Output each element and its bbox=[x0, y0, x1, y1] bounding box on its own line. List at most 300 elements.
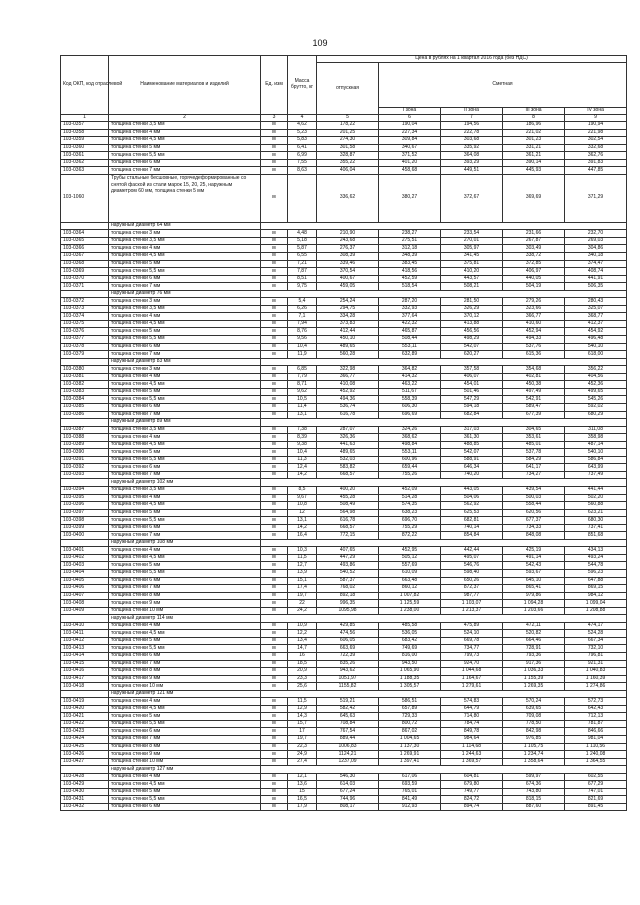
section-code-cell bbox=[61, 479, 109, 487]
zone-price: 669,78 bbox=[441, 637, 503, 645]
zone-price: 458,68 bbox=[379, 167, 441, 175]
item-unit: м bbox=[261, 728, 288, 736]
item-name: толщина стенки 4,5 мм bbox=[109, 630, 261, 638]
zone-price: 943,50 bbox=[379, 660, 441, 668]
table-row bbox=[61, 471, 627, 479]
item-name: толщина стенки 7 мм bbox=[109, 167, 261, 175]
zone-price: 737,49 bbox=[565, 471, 627, 479]
item-code: 103-0360 bbox=[61, 144, 109, 152]
zone-price: 326,29 bbox=[441, 305, 503, 313]
zone-price: 454,92 bbox=[565, 328, 627, 336]
zone-price: 620,27 bbox=[441, 351, 503, 359]
item-code: 103-0412 bbox=[61, 637, 109, 645]
item-mass: 14,7 bbox=[288, 645, 317, 653]
zone-price: 439,54 bbox=[503, 486, 565, 494]
release-price: 1237,09 bbox=[317, 758, 379, 766]
zone-price: 371,52 bbox=[379, 152, 441, 160]
zone-price: 1 188,35 bbox=[379, 675, 441, 683]
zone-price: 696,69 bbox=[379, 411, 441, 419]
section-row bbox=[61, 766, 627, 774]
item-code: 103-0397 bbox=[61, 509, 109, 517]
release-price: 355,22 bbox=[317, 159, 379, 167]
item-code: 103-0366 bbox=[61, 245, 109, 253]
zone-price: 267,87 bbox=[503, 237, 565, 245]
section-label: наружный диаметр 83 мм bbox=[109, 358, 261, 366]
zone-price: 1 234,74 bbox=[503, 751, 565, 759]
zone-price: 537,76 bbox=[503, 343, 565, 351]
zone-price: 186,96 bbox=[503, 122, 565, 130]
item-name: толщина стенки 4,5 мм bbox=[109, 381, 261, 389]
zone-price: 638,23 bbox=[379, 509, 441, 517]
item-name: толщина стенки 7 мм bbox=[109, 736, 261, 744]
release-price: 1155,82 bbox=[317, 683, 379, 691]
zone-price: 414,32 bbox=[379, 373, 441, 381]
release-price: 334,28 bbox=[317, 313, 379, 321]
item-name: толщина стенки 5,5 мм bbox=[109, 268, 261, 276]
zone-price: 598,40 bbox=[441, 569, 503, 577]
zone-price: 589,47 bbox=[503, 403, 565, 411]
zone-price: 485,58 bbox=[379, 622, 441, 630]
item-unit: м bbox=[261, 743, 288, 751]
zone-price: 547,29 bbox=[441, 396, 503, 404]
item-unit: м bbox=[261, 230, 288, 238]
table-row bbox=[61, 336, 627, 344]
table-row bbox=[61, 167, 627, 175]
zone-price: 537,78 bbox=[503, 449, 565, 457]
table-row bbox=[61, 426, 627, 434]
section-label: наружный диаметр 64 мм bbox=[109, 222, 261, 230]
release-price: 373,83 bbox=[317, 320, 379, 328]
release-price: 532,03 bbox=[317, 456, 379, 464]
release-price: 178,22 bbox=[317, 122, 379, 130]
item-name: толщина стенки 8 мм bbox=[109, 592, 261, 600]
zone-price: 642,43 bbox=[565, 705, 627, 713]
item-name: толщина стенки 7 мм bbox=[109, 660, 261, 668]
item-mass: 8,76 bbox=[288, 328, 317, 336]
release-price: 645,63 bbox=[317, 713, 379, 721]
item-mass: 10,4 bbox=[288, 343, 317, 351]
release-price: 835,26 bbox=[317, 660, 379, 668]
header-price-group: Цена в рублях на 1 квартал 2016 года (без НДС) bbox=[317, 56, 627, 63]
zone-price: 361,30 bbox=[441, 434, 503, 442]
item-mass: 19,7 bbox=[288, 736, 317, 744]
column-number: 5 bbox=[317, 115, 379, 122]
item-unit: м bbox=[261, 585, 288, 593]
item-name: толщина стенки 6 мм bbox=[109, 524, 261, 532]
item-mass: 24,9 bbox=[288, 751, 317, 759]
item-mass: 13,1 bbox=[288, 517, 317, 525]
item-name: толщина стенки 7 мм bbox=[109, 283, 261, 291]
section-empty-cell bbox=[261, 615, 627, 623]
zone-price: 643,99 bbox=[565, 464, 627, 472]
item-unit: м bbox=[261, 441, 288, 449]
table-row bbox=[61, 144, 627, 152]
zone-price: 348,39 bbox=[379, 253, 441, 261]
item-code: 103-0409 bbox=[61, 607, 109, 615]
zone-price: 311,08 bbox=[565, 426, 627, 434]
item-code: 103-0390 bbox=[61, 449, 109, 457]
release-price: 546,30 bbox=[317, 773, 379, 781]
zone-price: 358,98 bbox=[565, 434, 627, 442]
item-name: толщина стенки 5 мм bbox=[109, 509, 261, 517]
zone-price: 755,29 bbox=[379, 524, 441, 532]
zone-price: 664,46 bbox=[503, 637, 565, 645]
item-unit: м bbox=[261, 328, 288, 336]
zone-price: 755,26 bbox=[379, 471, 441, 479]
release-price: 708,84 bbox=[317, 720, 379, 728]
zone-price: 1 364,55 bbox=[565, 758, 627, 766]
zone-price: 498,29 bbox=[441, 336, 503, 344]
zone-price: 412,37 bbox=[565, 320, 627, 328]
item-unit: м bbox=[261, 464, 288, 472]
item-name: толщина стенки 6 мм bbox=[109, 464, 261, 472]
item-unit: м bbox=[261, 517, 288, 525]
zone-price: 508,44 bbox=[379, 336, 441, 344]
item-name: толщина стенки 3 мм bbox=[109, 366, 261, 374]
zone-price: 304,86 bbox=[565, 245, 627, 253]
zone-price: 737,41 bbox=[565, 524, 627, 532]
release-price: 1051,97 bbox=[317, 675, 379, 683]
item-unit: м bbox=[261, 373, 288, 381]
zone-price: 593,67 bbox=[503, 569, 565, 577]
zone-price: 356,22 bbox=[565, 366, 627, 374]
item-mass: 9,67 bbox=[288, 494, 317, 502]
zone-price: 425,19 bbox=[503, 547, 565, 555]
zone-price: 370,12 bbox=[441, 313, 503, 321]
table-row bbox=[61, 698, 627, 706]
release-price: 668,57 bbox=[317, 471, 379, 479]
release-price: 767,54 bbox=[317, 728, 379, 736]
zone-price: 472,11 bbox=[503, 622, 565, 630]
zone-price: 851,68 bbox=[565, 532, 627, 540]
item-code: 103-0380 bbox=[61, 366, 109, 374]
item-name: толщина стенки 4 мм bbox=[109, 773, 261, 781]
item-name: толщина стенки 4 мм bbox=[109, 547, 261, 555]
item-mass: 13,4 bbox=[288, 637, 317, 645]
zone-price: 270,01 bbox=[441, 237, 503, 245]
zone-price: 1 040,83 bbox=[565, 668, 627, 676]
zone-price: 488,85 bbox=[441, 441, 503, 449]
table-row bbox=[61, 305, 627, 313]
table-row bbox=[61, 569, 627, 577]
item-name: толщина стенки 8 мм bbox=[109, 743, 261, 751]
zone-price: 734,27 bbox=[503, 471, 565, 479]
item-code: 103-0411 bbox=[61, 630, 109, 638]
price-table bbox=[60, 55, 627, 811]
zone-price: 441,44 bbox=[565, 486, 627, 494]
item-code: 103-0381 bbox=[61, 373, 109, 381]
release-price: 768,02 bbox=[317, 585, 379, 593]
release-price: 210,90 bbox=[317, 230, 379, 238]
item-mass: 16,5 bbox=[288, 796, 317, 804]
zone-price: 625,53 bbox=[441, 509, 503, 517]
item-code: 103-0375 bbox=[61, 320, 109, 328]
item-mass: 19,7 bbox=[288, 592, 317, 600]
item-code: 103-0361 bbox=[61, 152, 109, 160]
table-row bbox=[61, 381, 627, 389]
release-price: 489,65 bbox=[317, 343, 379, 351]
zone-price: 504,19 bbox=[503, 283, 565, 291]
item-code: 103-0408 bbox=[61, 600, 109, 608]
zone-price: 1 238,00 bbox=[379, 607, 441, 615]
table-row bbox=[61, 388, 627, 396]
item-code: 103-0379 bbox=[61, 351, 109, 359]
zone-price: 232,70 bbox=[565, 230, 627, 238]
zone-price: 447,85 bbox=[565, 167, 627, 175]
zone-price: 524,28 bbox=[565, 630, 627, 638]
item-unit: м bbox=[261, 298, 288, 306]
table-row bbox=[61, 328, 627, 336]
table-row bbox=[61, 320, 627, 328]
zone-price: 227,34 bbox=[379, 129, 441, 137]
zone-price: 1 164,67 bbox=[441, 675, 503, 683]
zone-price: 617,06 bbox=[379, 773, 441, 781]
item-name: Трубы стальные бесшовные, горячедеформированные со снятой фаской из стали марок 15, 20, 25, наружным диаметром 60 мм, толщина стенки 5 мм bbox=[109, 174, 261, 222]
zone-price: 618,00 bbox=[565, 351, 627, 359]
item-unit: м bbox=[261, 122, 288, 130]
zone-price: 418,56 bbox=[379, 268, 441, 276]
item-code: 103-0395 bbox=[61, 494, 109, 502]
zone-price: 364,82 bbox=[379, 366, 441, 374]
zone-price: 740,14 bbox=[441, 524, 503, 532]
release-price: 808,17 bbox=[317, 803, 379, 811]
zone-price: 572,73 bbox=[565, 698, 627, 706]
item-code: 103-0370 bbox=[61, 275, 109, 283]
item-mass: 10,4 bbox=[288, 449, 317, 457]
item-mass: 22,3 bbox=[288, 743, 317, 751]
zone-price: 732,10 bbox=[565, 645, 627, 653]
zone-price: 981,04 bbox=[565, 736, 627, 744]
item-unit: м bbox=[261, 494, 288, 502]
table-row bbox=[61, 720, 627, 728]
item-unit: м bbox=[261, 796, 288, 804]
header-zone-3: III зона bbox=[503, 108, 565, 115]
zone-price: 602,55 bbox=[565, 773, 627, 781]
item-name: толщина стенки 6 мм bbox=[109, 343, 261, 351]
item-name: толщина стенки 4 мм bbox=[109, 434, 261, 442]
release-price: 429,85 bbox=[317, 622, 379, 630]
zone-price: 586,84 bbox=[565, 456, 627, 464]
item-mass: 10,9 bbox=[288, 622, 317, 630]
item-mass: 22 bbox=[288, 600, 317, 608]
item-unit: м bbox=[261, 129, 288, 137]
zone-price: 979,86 bbox=[503, 592, 565, 600]
release-price: 663,69 bbox=[317, 645, 379, 653]
item-mass: 9,38 bbox=[288, 441, 317, 449]
release-price: 336,62 bbox=[317, 174, 379, 222]
zone-price: 514,28 bbox=[379, 494, 441, 502]
zone-price: 452,36 bbox=[565, 381, 627, 389]
item-name: толщина стенки 4 мм bbox=[109, 494, 261, 502]
zone-price: 408,74 bbox=[565, 268, 627, 276]
table-row bbox=[61, 637, 627, 645]
zone-price: 498,84 bbox=[379, 441, 441, 449]
table-row bbox=[61, 298, 627, 306]
item-mass: 27,4 bbox=[288, 758, 317, 766]
zone-price: 1 279,61 bbox=[441, 683, 503, 691]
release-price: 412,44 bbox=[317, 328, 379, 336]
zone-price: 402,81 bbox=[503, 373, 565, 381]
zone-price: 506,35 bbox=[565, 283, 627, 291]
zone-price: 683,42 bbox=[379, 637, 441, 645]
item-name: толщина стенки 3 мм bbox=[109, 230, 261, 238]
item-mass: 6,26 bbox=[288, 305, 317, 313]
item-mass: 7,21 bbox=[288, 260, 317, 268]
zone-price: 493,24 bbox=[565, 554, 627, 562]
item-mass: 13,1 bbox=[288, 411, 317, 419]
zone-price: 340,67 bbox=[379, 144, 441, 152]
item-code: 103-0396 bbox=[61, 502, 109, 510]
item-mass: 11,3 bbox=[288, 456, 317, 464]
section-row bbox=[61, 539, 627, 547]
item-name: толщина стенки 4 мм bbox=[109, 129, 261, 137]
zone-price: 383,45 bbox=[379, 260, 441, 268]
item-code: 103-0416 bbox=[61, 668, 109, 676]
item-unit: м bbox=[261, 683, 288, 691]
item-code: 103-0429 bbox=[61, 781, 109, 789]
zone-price: 1 269,35 bbox=[503, 683, 565, 691]
zone-price: 1 244,63 bbox=[441, 751, 503, 759]
item-unit: м bbox=[261, 396, 288, 404]
item-unit: м bbox=[261, 781, 288, 789]
table-row bbox=[61, 313, 627, 321]
zone-price: 824,72 bbox=[441, 796, 503, 804]
item-unit: м bbox=[261, 456, 288, 464]
table-row bbox=[61, 373, 627, 381]
release-price: 722,39 bbox=[317, 653, 379, 661]
zone-price: 508,21 bbox=[441, 283, 503, 291]
zone-price: 734,77 bbox=[441, 645, 503, 653]
release-price: 452,92 bbox=[317, 388, 379, 396]
zone-price: 332,68 bbox=[565, 144, 627, 152]
item-mass: 4,62 bbox=[288, 122, 317, 130]
table-row bbox=[61, 592, 627, 600]
zone-price: 558,44 bbox=[503, 502, 565, 510]
item-code: 103-0410 bbox=[61, 622, 109, 630]
zone-price: 682,81 bbox=[441, 517, 503, 525]
zone-price: 1 007,82 bbox=[379, 592, 441, 600]
item-unit: м bbox=[261, 637, 288, 645]
item-unit: м bbox=[261, 751, 288, 759]
item-unit: м bbox=[261, 788, 288, 796]
section-row bbox=[61, 419, 627, 427]
table-row bbox=[61, 781, 627, 789]
zone-price: 544,78 bbox=[565, 562, 627, 570]
zone-price: 872,37 bbox=[441, 585, 503, 593]
item-name: толщина стенки 6 мм bbox=[109, 403, 261, 411]
table-row bbox=[61, 449, 627, 457]
table-row bbox=[61, 547, 627, 555]
item-mass: 15,1 bbox=[288, 577, 317, 585]
zone-price: 366,77 bbox=[503, 313, 565, 321]
table-row bbox=[61, 675, 627, 683]
item-unit: м bbox=[261, 607, 288, 615]
item-unit: м bbox=[261, 502, 288, 510]
column-number: 8 bbox=[503, 115, 565, 122]
table-row bbox=[61, 343, 627, 351]
item-mass: 24,2 bbox=[288, 607, 317, 615]
item-name: толщина стенки 4,5 мм bbox=[109, 502, 261, 510]
zone-price: 374,47 bbox=[565, 260, 627, 268]
item-code: 103-0382 bbox=[61, 381, 109, 389]
zone-price: 987,77 bbox=[441, 592, 503, 600]
item-mass: 12,2 bbox=[288, 630, 317, 638]
zone-price: 924,70 bbox=[441, 660, 503, 668]
release-price: 1095,98 bbox=[317, 607, 379, 615]
item-unit: м bbox=[261, 653, 288, 661]
zone-price: 714,80 bbox=[441, 713, 503, 721]
zone-price: 449,51 bbox=[441, 167, 503, 175]
zone-price: 553,11 bbox=[379, 449, 441, 457]
section-label: наружный диаметр 108 мм bbox=[109, 539, 261, 547]
zone-price: 848,08 bbox=[503, 532, 565, 540]
item-unit: м bbox=[261, 630, 288, 638]
zone-price: 749,69 bbox=[379, 645, 441, 653]
zone-price: 740,20 bbox=[441, 471, 503, 479]
item-code: 103-0358 bbox=[61, 129, 109, 137]
item-name: толщина стенки 4,5 мм bbox=[109, 705, 261, 713]
zone-price: 712,13 bbox=[565, 713, 627, 721]
item-name: толщина стенки 5 мм bbox=[109, 788, 261, 796]
item-name: толщина стенки 5,5 мм bbox=[109, 456, 261, 464]
table-row bbox=[61, 758, 627, 766]
release-price: 772,15 bbox=[317, 532, 379, 540]
item-mass: 13,9 bbox=[288, 569, 317, 577]
item-unit: м bbox=[261, 366, 288, 374]
item-code: 103-0403 bbox=[61, 562, 109, 570]
item-unit: м bbox=[261, 275, 288, 283]
item-name: толщина стенки 6 мм bbox=[109, 275, 261, 283]
item-unit: м bbox=[261, 592, 288, 600]
item-name: толщина стенки 5 мм bbox=[109, 562, 261, 570]
release-price: 587,37 bbox=[317, 577, 379, 585]
zone-price: 372,85 bbox=[503, 260, 565, 268]
table-row bbox=[61, 253, 627, 261]
zone-price: 413,88 bbox=[441, 320, 503, 328]
release-price: 459,05 bbox=[317, 283, 379, 291]
table-row bbox=[61, 260, 627, 268]
release-price: 677,24 bbox=[317, 788, 379, 796]
item-mass: 25,6 bbox=[288, 683, 317, 691]
item-unit: м bbox=[261, 547, 288, 555]
item-unit: м bbox=[261, 336, 288, 344]
release-price: 606,05 bbox=[317, 637, 379, 645]
zone-price: 371,29 bbox=[565, 174, 627, 222]
zone-price: 303,49 bbox=[503, 245, 565, 253]
zone-price: 984,64 bbox=[441, 736, 503, 744]
zone-price: 1 269,91 bbox=[379, 751, 441, 759]
item-mass: 7,55 bbox=[288, 159, 317, 167]
item-mass: 14,2 bbox=[288, 524, 317, 532]
item-name: толщина стенки 9 мм bbox=[109, 675, 261, 683]
zone-price: 542,07 bbox=[441, 449, 503, 457]
table-row bbox=[61, 434, 627, 442]
table-row bbox=[61, 600, 627, 608]
item-name: толщина стенки 5 мм bbox=[109, 144, 261, 152]
zone-price: 1 155,39 bbox=[503, 675, 565, 683]
item-unit: м bbox=[261, 343, 288, 351]
release-price: 582,42 bbox=[317, 705, 379, 713]
zone-price: 441,91 bbox=[565, 275, 627, 283]
zone-price: 846,66 bbox=[565, 728, 627, 736]
zone-price: 677,39 bbox=[503, 411, 565, 419]
section-empty-cell bbox=[261, 358, 627, 366]
item-code: 103-0423 bbox=[61, 728, 109, 736]
zone-price: 504,06 bbox=[441, 494, 503, 502]
zone-price: 536,05 bbox=[379, 630, 441, 638]
section-row bbox=[61, 290, 627, 298]
release-price: 407,65 bbox=[317, 547, 379, 555]
